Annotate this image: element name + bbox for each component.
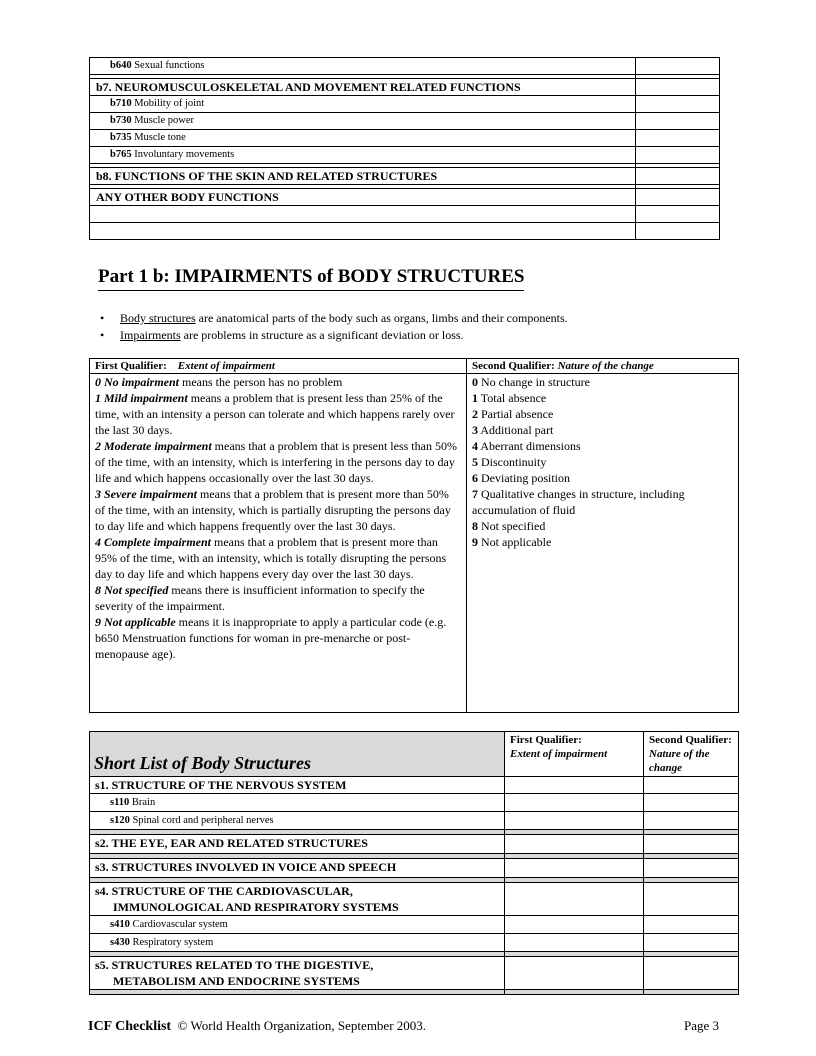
qualifier-cell[interactable] xyxy=(505,883,644,916)
row-b640: b640 Sexual functions xyxy=(90,58,636,75)
qualifier-cell[interactable] xyxy=(636,223,720,240)
qualifier-def-0: 0 No impairment means the person has no problem xyxy=(95,375,343,389)
page-number: Page 3 xyxy=(684,1018,720,1033)
section-heading-s1: s1. STRUCTURE OF THE NERVOUS SYSTEM xyxy=(90,777,505,794)
qualifier-cell[interactable] xyxy=(644,812,739,830)
nature-def-8: 8 Not specified xyxy=(472,519,546,533)
blank-row[interactable] xyxy=(90,206,636,223)
nature-def-5: 5 Discontinuity xyxy=(472,455,547,469)
blank-row[interactable] xyxy=(90,223,636,240)
section-heading-s5: s5. STRUCTURES RELATED TO THE DIGESTIVE, METABOLISM AND ENDOCRINE SYSTEMS xyxy=(90,957,505,990)
section-heading-s2: s2. THE EYE, EAR AND RELATED STRUCTURES xyxy=(90,835,505,854)
qualifier-cell[interactable] xyxy=(636,130,720,147)
qualifier-cell[interactable] xyxy=(636,96,720,113)
short-list-title: Short List of Body Structures xyxy=(90,732,505,777)
body-structures-table xyxy=(89,731,739,995)
bullet-icon: • xyxy=(100,311,105,325)
body-functions-table xyxy=(89,57,720,240)
qualifier-cell[interactable] xyxy=(644,934,739,952)
qualifier-cell[interactable] xyxy=(636,79,720,96)
nature-def-2: 2 Partial absence xyxy=(472,407,554,421)
qualifier-cell[interactable] xyxy=(636,189,720,206)
qualifier-cell[interactable] xyxy=(644,859,739,878)
qualifier-cell[interactable] xyxy=(505,859,644,878)
qualifier-def-2: 2 Moderate impairment means that a problem that is present less than 50% of the time, with an intensity, which is interfering in the persons day to day life and which happens occasionally over the last 30 days. xyxy=(95,439,457,485)
nature-def-0: 0 No change in structure xyxy=(472,375,590,389)
nature-def-1: 1 Total absence xyxy=(472,391,547,405)
qualifier-def-1: 1 Mild impairment means a problem that is present less than 25% of the time, with an intensity a person can tolerate and which happens rarely over the last 30 days. xyxy=(95,391,455,437)
row-b730: b730 Muscle power xyxy=(90,113,636,130)
qualifier-def-8: 8 Not specified means there is insufficient information to specify the severity of the impairment. xyxy=(95,583,425,613)
qualifier-cell[interactable] xyxy=(505,794,644,812)
part-1b-heading: Part 1 b: IMPAIRMENTS of BODY STRUCTURES xyxy=(98,265,524,291)
row-b710: b710 Mobility of joint xyxy=(90,96,636,113)
section-heading-b7: b7. NEUROMUSCULOSKELETAL AND MOVEMENT RELATED FUNCTIONS xyxy=(90,79,636,96)
qualifier-cell[interactable] xyxy=(505,777,644,794)
qualifier-cell[interactable] xyxy=(644,794,739,812)
row-s410: s410 Cardiovascular system xyxy=(90,916,505,934)
qualifier-cell[interactable] xyxy=(644,916,739,934)
qualifier-cell[interactable] xyxy=(636,58,720,75)
section-heading-other: ANY OTHER BODY FUNCTIONS xyxy=(90,189,636,206)
section-heading-b8: b8. FUNCTIONS OF THE SKIN AND RELATED STRUCTURES xyxy=(90,168,636,185)
row-b735: b735 Muscle tone xyxy=(90,130,636,147)
second-qualifier-definitions xyxy=(467,374,739,713)
section-heading-s3: s3. STRUCTURES INVOLVED IN VOICE AND SPEECH xyxy=(90,859,505,878)
qualifier-cell[interactable] xyxy=(505,835,644,854)
qualifier-cell[interactable] xyxy=(636,113,720,130)
first-qualifier-col-header: First Qualifier: Extent of impairment xyxy=(505,732,644,777)
qualifier-def-9: 9 Not applicable means it is inappropriate to apply a particular code (e.g. b650 Menstruation functions for woman in pre-menarche or post-menopause age). xyxy=(95,615,447,661)
qualifier-def-3: 3 Severe impairment means that a problem that is present more than 50% of the time, with an intensity, which is partially disrupting the persons day to day life and which happens frequently over the last 30 days. xyxy=(95,487,451,533)
qualifier-cell[interactable] xyxy=(644,957,739,990)
first-qualifier-definitions xyxy=(90,374,467,713)
section-heading-s4: s4. STRUCTURE OF THE CARDIOVASCULAR, IMMUNOLOGICAL AND RESPIRATORY SYSTEMS xyxy=(90,883,505,916)
nature-def-6: 6 Deviating position xyxy=(472,471,570,485)
qualifier-cell[interactable] xyxy=(644,777,739,794)
first-qualifier-header: First Qualifier: Extent of impairment xyxy=(90,359,467,374)
bullet-body-structures: • Body structures are anatomical parts of the body such as organs, limbs and their components. xyxy=(100,311,568,325)
row-b765: b765 Involuntary movements xyxy=(90,147,636,164)
qualifier-cell[interactable] xyxy=(636,147,720,164)
row-s430: s430 Respiratory system xyxy=(90,934,505,952)
qualifier-definitions-table xyxy=(89,358,739,713)
qualifier-cell[interactable] xyxy=(644,883,739,916)
qualifier-cell[interactable] xyxy=(636,206,720,223)
footer-title: ICF Checklist xyxy=(88,1019,172,1034)
qualifier-cell[interactable] xyxy=(505,957,644,990)
row-s110: s110 Brain xyxy=(90,794,505,812)
nature-def-7: 7 Qualitative changes in structure, including accumulation of fluid xyxy=(472,487,685,517)
qualifier-cell[interactable] xyxy=(505,934,644,952)
nature-def-4: 4 Aberrant dimensions xyxy=(472,439,581,453)
qualifier-def-4: 4 Complete impairment means that a problem that is present more than 95% of the time, with an intensity, which is totally disrupting the persons day to day life and which happens every day over the last 30 days. xyxy=(95,535,447,581)
qualifier-cell[interactable] xyxy=(505,916,644,934)
second-qualifier-col-header: Second Qualifier: Nature of the change xyxy=(644,732,739,777)
qualifier-cell[interactable] xyxy=(644,835,739,854)
second-qualifier-header: Second Qualifier: Nature of the change xyxy=(467,359,739,374)
qualifier-cell[interactable] xyxy=(636,168,720,185)
nature-def-9: 9 Not applicable xyxy=(472,535,552,549)
nature-def-3: 3 Additional part xyxy=(472,423,554,437)
bullet-icon: • xyxy=(100,328,105,342)
row-s120: s120 Spinal cord and peripheral nerves xyxy=(90,812,505,830)
footer-copyright: © World Health Organization, September 2003. xyxy=(177,1018,427,1033)
bullet-impairments: • Impairments are problems in structure as a significant deviation or loss. xyxy=(100,328,464,342)
qualifier-cell[interactable] xyxy=(505,812,644,830)
page-footer xyxy=(88,1018,426,1035)
